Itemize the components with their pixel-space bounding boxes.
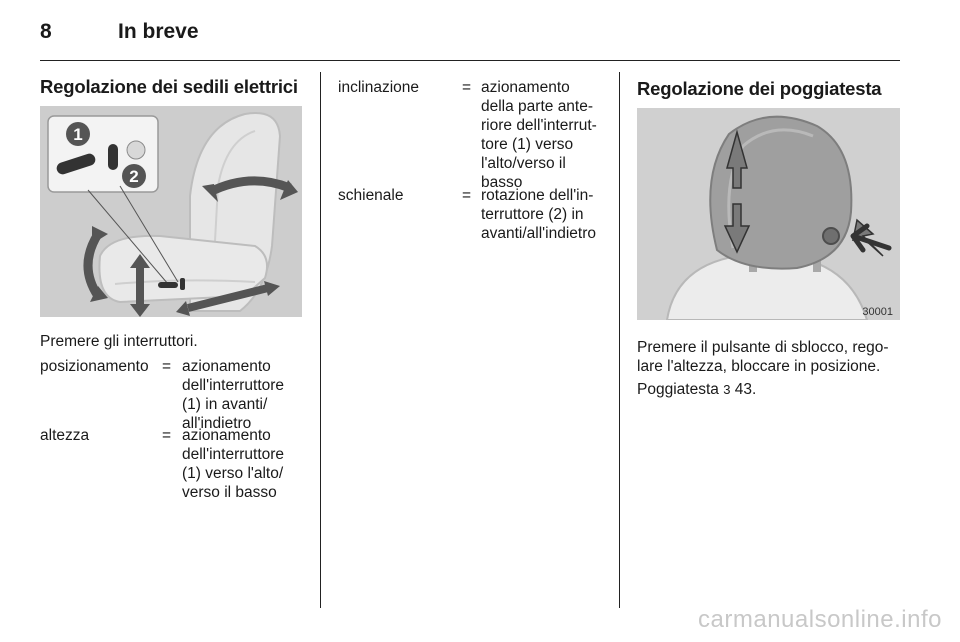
reference-page: 43. [734,381,757,398]
description-line: basso [481,174,523,191]
definition-term: posizionamento [40,358,149,375]
description-line: (1) in avanti/ [182,396,268,413]
release-button-icon [823,228,839,244]
reference-text: Poggiatesta [637,381,719,398]
figure-code: 30001 [862,306,893,318]
chapter-title: In breve [118,20,199,43]
definition-description [182,357,284,433]
column-divider-right [619,72,620,608]
intro-text: Premere gli interruttori. [40,333,198,350]
watermark: carmanualsonline.info [698,606,942,633]
definition-term: schienale [338,187,404,204]
paragraph-line: Premere il pulsante di sblocco, rego- [637,339,889,356]
definition-term: inclinazione [338,79,419,96]
description-line: tore (1) verso [481,136,574,153]
definition-equals: = [462,187,472,204]
description-line: rotazione dell'in- [481,187,594,204]
description-line: azionamento [481,79,570,96]
definition-description [182,426,284,502]
page-header [40,16,900,61]
paragraph-line: lare l'altezza, bloccare in posizione. [637,358,881,375]
section-heading-seats: Regolazione dei sedili elettrici [40,76,298,97]
cross-reference[interactable] [637,380,756,399]
definition-description [481,186,596,243]
description-line: l'alto/verso il [481,155,566,172]
description-line: avanti/all'indietro [481,225,596,242]
definition-equals: = [162,427,172,444]
seat-adjustment-illustration [40,106,302,317]
section-heading-headrests: Regolazione dei poggiatesta [637,78,882,99]
definition-description [481,78,597,192]
column-divider-left [320,72,321,608]
definition-term: altezza [40,427,90,444]
description-line: azionamento [182,358,271,375]
description-line: riore dell'interrut- [481,117,597,134]
inset-label-2: 2 [129,167,139,186]
description-line: terruttore (2) in [481,206,584,223]
description-line: della parte ante- [481,98,594,115]
page-number: 8 [40,20,52,43]
definition-equals: = [462,79,472,96]
headrest-adjustment-illustration [637,108,900,320]
seat-illustration-svg [40,106,302,317]
inset-label-1: 1 [73,125,83,144]
description-line: dell'interruttore [182,377,285,394]
description-line: all'indietro [182,415,252,432]
headrest-illustration-svg [637,108,900,320]
definition-equals: = [162,358,172,375]
page-reference-icon: 3 [723,382,731,397]
headrest-instructions [637,338,902,376]
description-line: dell'interruttore [182,446,285,463]
description-line: azionamento [182,427,271,444]
description-line: verso il basso [182,484,277,501]
description-line: (1) verso l'alto/ [182,465,284,482]
